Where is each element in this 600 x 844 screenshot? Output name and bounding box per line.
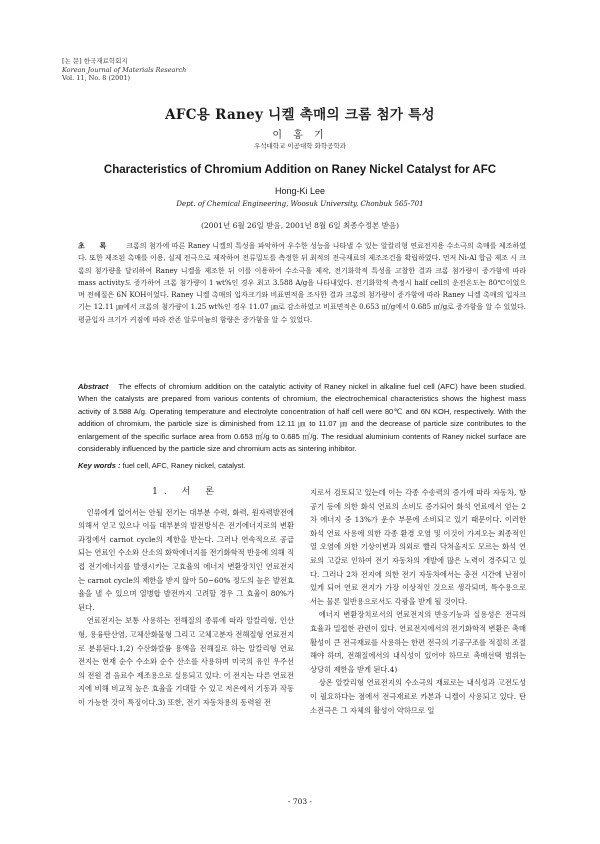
journal-type-line: [논 문] 한국재료학회지 — [62, 57, 128, 65]
english-author: Hong-Ki Lee — [274, 186, 326, 196]
keywords-text: fuel cell, AFC, Raney nickel, catalyst. — [122, 461, 246, 470]
korean-author: 이 홍 기 — [272, 130, 328, 141]
english-affiliation: Dept. of Chemical Engineering, Woosuk University, Chonbuk 565-701 — [176, 200, 424, 208]
english-abstract-text: The effects of chromium addition on the catalytic activity of Raney nickel in alkaline fuel cell (AFC) have been studied. When the catalysts are prepared from various contents of chromium, the electrochemical characteristics shows the highest mass activity of 3.588 A/g. Operating temperature and electrolyte concentration of half cell were 80℃ and 6N KOH, respectively. With the addition of chromium, the particle size is diminished from 12.11 ㎛ to 11.07 ㎛ and the decrease of particle size contributes to the enlargement of the specific surface area from 0.653 ㎡/g to 0.685 ㎡/g. The residual aluminium contents of Raney nickel surface are considerably influenced by the particle size and chromium acts as sintering inhibitor. — [78, 382, 526, 454]
english-abstract — [78, 381, 526, 455]
keywords-label: Key words : — [78, 461, 121, 470]
korean-affiliation: 우석대학교 이공대학 화학공학과 — [253, 142, 347, 150]
english-title: Characteristics of Chromium Addition on Raney Nickel Catalyst for AFC — [103, 164, 497, 176]
journal-name: Korean Journal of Materials Research — [62, 65, 187, 74]
korean-abstract-label: 초 록 — [78, 241, 113, 250]
body-paragraph: 인류에게 없어서는 안될 전기는 대부분 수력, 화력, 원자력발전에 의해서 얻고 있으나 이들 대부분의 발전방식은 전기에너지로의 변환과정에서 carnot cycle의 제한을 받는다. 그러나 연속적으로 공급되는 연료인 수소와 산소의 화학에너지를 전기화학적 반응에 의해 직접 전기에너지를 발생시키는 고효율의 에너지 변환장치인 연료전지는 carnot cycle의 제한을 받지 않아 50~60% 정도의 높은 발전효율을 낼 수 있으며 열병합 발전까지 고려할 경우 그 효율이 80%가 된다. — [78, 507, 294, 612]
page-number: - 703 - — [287, 797, 313, 806]
journal-header — [62, 57, 186, 83]
body-paragraph: 에너지 변환장치로서의 연료전지의 반응기능과 실용성은 전극의 효율과 밀접한 관련이 있다. 연료전지에서의 전기화학적 변환은 촉매활성이 큰 전극재료를 사용하는 한편 전극의 기공구조를 적절히 조절해야 하며, 전해질에서의 내식성이 있어야 하므로 촉매선택 범위는 상당히 제한을 받게 된다.4) — [310, 610, 526, 674]
journal-volume: Vol. 11, No. 8 (2001) — [62, 74, 131, 82]
keywords — [78, 461, 526, 470]
korean-abstract-text: 크롬의 첨가에 따른 Raney 니켈의 특성을 파악하여 우수한 성능을 나타낼 수 있는 알칼리형 연료전지용 수소극의 촉매를 제조하였다. 또한 제조된 촉매를 이용, 실제 전극으로 제작하여 전류밀도를 측정한 뒤 최적의 전극재료의 제조조건을 확립하였다. 먼저 Ni-Al 합금 제조 시 크롬의 첨가량을 달리하여 Raney 니켈을 제조한 뒤 이를 이용하여 수소극을 제작, 전기화학적 특성을 고찰한 결과 크롬 첨가량이 증가함에 따라 mass activity도 증가하여 크롬 첨가량이 1 wt%인 경우 최고 3.588 A/g을 나타내었다. 전기화학적 측정시 half cell의 운전온도는 80℃이었으며 전해질은 6N KOH이었다. Raney 니켈 촉매의 입자크기와 비표면적을 조사한 결과 크롬의 첨가량이 증가함에 따라 Raney 니켈 촉매의 입자크기는 12.11 ㎛에서 크롬의 첨가량이 1.25 wt%인 경우 11.07 ㎛로 감소하였고 비표면적은 0.653 ㎡/g에서 0.685 ㎡/g로 증가함을 알 수 있었다. 평균입자 크기가 커짐에 따라 잔존 알루미늄의 함량은 증가함을 알 수 있었다. — [78, 242, 526, 324]
korean-title: AFC용 Raney 니켈 촉매의 크롬 첨가 특성 — [165, 107, 435, 123]
section-heading-introduction: 1. 서 론 — [152, 487, 220, 497]
body-right-column — [310, 486, 526, 717]
english-abstract-label: Abstract — [78, 382, 109, 391]
body-paragraph: 연료전지는 보통 사용하는 전해질의 종류에 따라 알칼리형, 인산형, 용융탄산염, 고체산화물형 그리고 고체고분자 전해질형 연료전지로 분류된다.1,2) 수산화칼륨 용액을 전해질로 하는 알칼리형 연료전지는 현재 순수 수소와 순수 산소를 사용하며 미국의 유인 우주선의 전원 겸 음료수 제조용으로 실용되고 있다. 이 전지는 다른 연료전지에 비해 비교적 높은 효율을 기대할 수 있고 저온에서 기동과 작동이 가능한 것이 특징이다.3) 또한, 전기 자동차용의 동력원 전 — [78, 616, 294, 707]
body-paragraph: 상온 알칼리형 연료전지의 수소극의 재료로는 내식성과 고전도성이 필요하다는 점에서 전극재료로 카본과 니켈이 사용되고 있다. 탄소전극은 그 자체의 활성이 약하므로 일 — [310, 678, 526, 715]
received-dates: (2001년 6월 26일 받음, 2001년 8월 6일 최종수정본 받음) — [200, 221, 399, 230]
body-left-column — [78, 486, 294, 710]
korean-abstract — [78, 240, 526, 326]
body-paragraph: 지로서 검토되고 있는데 이는 각종 수송력의 증가에 따라 자동차, 항공기 등에 의한 화석 연료의 소비도 증가되어 화석 연료에서 얻는 2차 에너지 중 13%가 운수 부문에 소비되고 있기 때문이다. 이러한 화석 연료 사용에 의한 각종 환경 오염 및 이것이 가져오는 최종적인 열 오염에 의한 기상이변과 의외로 빨리 닥쳐올지도 모르는 화석 연료의 고갈로 인하여 전기 자동차의 개발에 많은 노력이 경주되고 있다. 그러나 2차 전지에 의한 전기 자동차에서는 충전 시간에 난점이 있게 되어 연료 전지가 가장 이상적인 것으로 생각되며, 특수용으로서는 물론 일반용으로서도 각광을 받게 될 것이다. — [310, 488, 526, 606]
